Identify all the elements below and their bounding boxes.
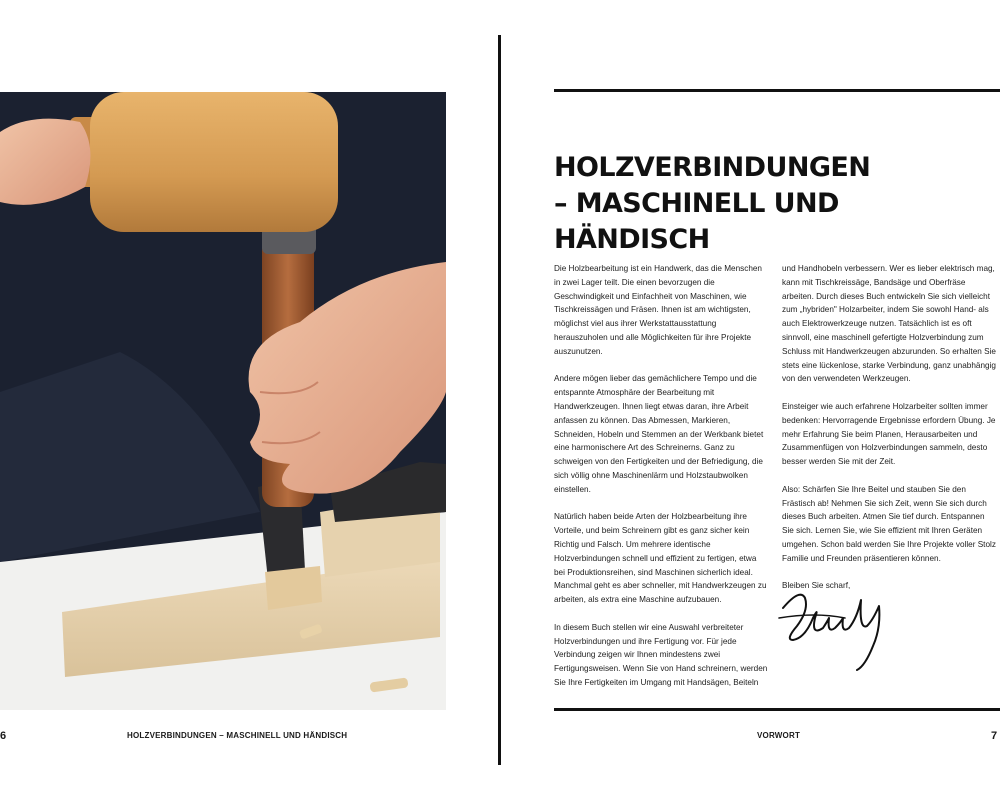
- text-column-left: [554, 262, 769, 704]
- paragraph: In diesem Buch stellen wir eine Auswahl verbreiteter Holzverbindungen und ihre Fertigung vor. Für jede Verbindung zeigen wir Ihnen mindestens zwei Fertigungsweisen. Wenn Sie von Hand schreinern, werden Sie Ihre Fertigkeiten im Umgang mit Handsägen, Beiteln: [554, 622, 768, 687]
- book-spine: [498, 35, 501, 765]
- title-line-3: HÄNDISCH: [554, 224, 710, 255]
- paragraph: Die Holzbearbeitung ist ein Handwerk, das die Menschen in zwei Lager teilt. Die einen bevorzugen die Geschwindigkeit und Einfachheit von Maschinen, wie Tischkreissägen und Fräsen. Ihnen ist am wichtigsten, möglichst viel aus ihrer Werkstattausstattung herauszuholen und alle Möglichkeiten für ihre Projekte auszunutzen.: [554, 264, 762, 356]
- text-column-right: [782, 262, 997, 607]
- bottom-rule: [554, 708, 1000, 711]
- right-page-number: 7: [991, 730, 998, 742]
- chisel-photo: [0, 92, 446, 710]
- paragraph: und Handhobeln verbessern. Wer es lieber elektrisch mag, kann mit Tischkreissäge, Bandsäge und Oberfräse arbeiten. Durch dieses Buch entwickeln Sie sich vielleicht zum „hybriden" Holzarbeiter, indem Sie sowohl Hand- als auch Elektrowerkzeuge nutzen. Tatsächlich ist es oft sinnvoll, eine maschinell gefertigte Holzverbindung zum Schluss mit Handwerkzeugen abzurunden. So erhalten Sie stets eine lückenlose, starke Verbindung, ganz unabhängig von den verwendeten Werkzeugen.: [782, 264, 996, 384]
- left-running-head: HOLZVERBINDUNGEN – MASCHINELL UND HÄNDISCH: [127, 731, 348, 740]
- title-line-1: HOLZVERBINDUNGEN: [554, 152, 871, 183]
- title-line-2: – MASCHINELL UND: [554, 188, 839, 219]
- top-rule: [554, 89, 1000, 92]
- paragraph: Andere mögen lieber das gemächlichere Tempo und die entspannte Atmosphäre der Bearbeitung mit Handwerkzeugen. Ihnen liegt etwas daran, ihre Arbeit anfassen zu können. Das Abmessen, Markieren, Schneiden, Hobeln und Stemmen an der Werkbank bietet eine harmonischere Art des Schreinerns. Ganz zu schweigen von den Fertigkeiten und der Befriedigung, die sich völlig ohne Maschinenlärm und Holzstaubwolken einstellen.: [554, 374, 764, 494]
- paragraph: Einsteiger wie auch erfahrene Holzarbeiter sollten immer bedenken: Hervorragende Ergebnisse erfordern Übung. Je mehr Erfahrung Sie beim Planen, Herausarbeiten und Zusammenfügen von Holzverbindungen sammeln, desto besser werden Sie mit der Zeit.: [782, 401, 996, 467]
- left-page-number: 6: [0, 730, 7, 742]
- chapter-title: [554, 150, 984, 258]
- signature-image: [775, 578, 905, 673]
- right-running-head: VORWORT: [757, 731, 801, 740]
- sign-off: Bleiben Sie scharf,: [782, 581, 851, 591]
- paragraph: Natürlich haben beide Arten der Holzbearbeitung ihre Vorteile, und beim Schreinern gibt es ganz sicher kein Richtig und Falsch. Um mehrere identische Holzverbindungen schnell und effizient zu fertigen, etwa bei Produktionsreihen, sind Maschinen sicherlich ideal. Manchmal geht es aber schneller, mit Handwerkzeugen zu arbeiten, als extra eine Maschine aufzubauen.: [554, 512, 767, 605]
- paragraph: Also: Schärfen Sie Ihre Beitel und stauben Sie den Frästisch ab! Nehmen Sie sich Zeit, wenn Sie sich durch dieses Buch arbeiten. Atmen Sie tief durch. Entspannen Sie sich. Lernen Sie, wie Sie effizient mit Ihren Geräten umgehen. Schon bald werden Sie Ihre Projekte voller Stolz Familie und Freunden präsentieren können.: [782, 484, 996, 563]
